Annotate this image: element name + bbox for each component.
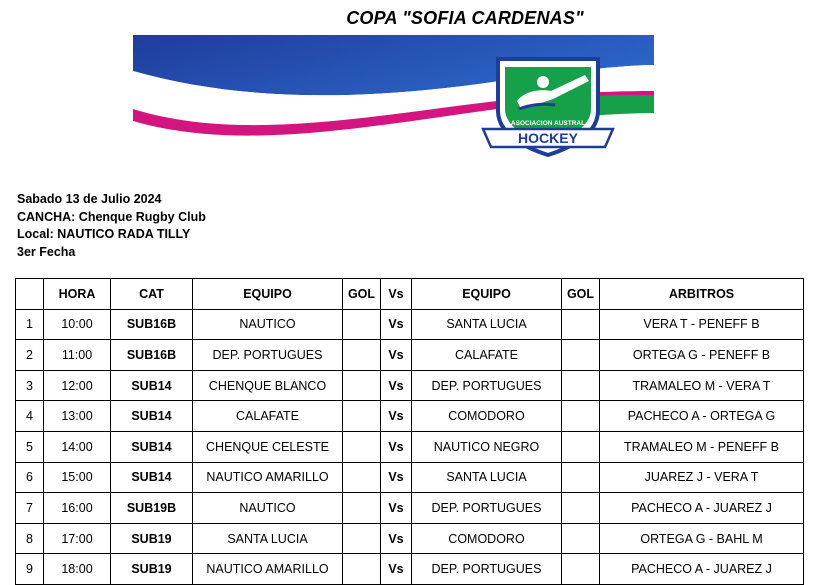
equipo-visitante-cell: DEP. PORTUGUES [412, 554, 562, 585]
match-field: CANCHA: Chenque Rugby Club [17, 209, 206, 224]
vs-cell: Vs [381, 462, 412, 493]
gol-local-cell [343, 493, 381, 524]
arbitros-cell: TRAMALEO M - VERA T [600, 370, 804, 401]
equipo-visitante-cell: COMODORO [412, 523, 562, 554]
header-gol-local: GOL [343, 279, 381, 310]
gol-visitante-cell [562, 554, 600, 585]
vs-cell: Vs [381, 340, 412, 371]
table-row [16, 340, 804, 371]
fixture-body [16, 309, 804, 584]
match-number: 8 [16, 523, 44, 554]
table-header-row [16, 279, 804, 310]
logo-line1: ASOCIACION AUSTRAL [510, 120, 586, 127]
cat-cell: SUB19 [111, 554, 193, 585]
cat-cell: SUB19B [111, 493, 193, 524]
match-local: Local: NAUTICO RADA TILLY [17, 227, 191, 241]
match-number: 4 [16, 401, 44, 432]
equipo-local-cell: NAUTICO AMARILLO [193, 462, 343, 493]
equipo-visitante-cell: CALAFATE [412, 340, 562, 371]
equipo-visitante-cell: SANTA LUCIA [412, 462, 562, 493]
match-number: 7 [16, 493, 44, 524]
hora-cell: 15:00 [44, 462, 111, 493]
equipo-visitante-cell: DEP. PORTUGUES [412, 370, 562, 401]
arbitros-cell: TRAMALEO M - PENEFF B [600, 431, 804, 462]
gol-local-cell [343, 370, 381, 401]
match-info [17, 191, 206, 261]
vs-cell: Vs [381, 554, 412, 585]
equipo-visitante-cell: SANTA LUCIA [412, 309, 562, 340]
match-date: Sabado 13 de Julio 2024 [17, 192, 162, 206]
fixture-table [15, 278, 804, 585]
equipo-local-cell: CHENQUE BLANCO [193, 370, 343, 401]
association-banner [133, 35, 654, 161]
match-round: 3er Fecha [17, 244, 76, 259]
cat-cell: SUB14 [111, 370, 193, 401]
arbitros-cell: VERA T - PENEFF B [600, 309, 804, 340]
header-equipo-visitante: EQUIPO [412, 279, 562, 310]
vs-cell: Vs [381, 493, 412, 524]
cat-cell: SUB16B [111, 309, 193, 340]
vs-cell: Vs [381, 370, 412, 401]
arbitros-cell: JUAREZ J - VERA T [600, 462, 804, 493]
match-number: 6 [16, 462, 44, 493]
cat-cell: SUB14 [111, 462, 193, 493]
gol-visitante-cell [562, 340, 600, 371]
gol-visitante-cell [562, 493, 600, 524]
hora-cell: 16:00 [44, 493, 111, 524]
equipo-local-cell: SANTA LUCIA [193, 523, 343, 554]
table-row [16, 370, 804, 401]
hora-cell: 10:00 [44, 309, 111, 340]
table-row [16, 401, 804, 432]
gol-local-cell [343, 462, 381, 493]
equipo-visitante-cell: NAUTICO NEGRO [412, 431, 562, 462]
equipo-local-cell: DEP. PORTUGUES [193, 340, 343, 371]
arbitros-cell: PACHECO A - JUAREZ J [600, 554, 804, 585]
arbitros-cell: ORTEGA G - BAHL M [600, 523, 804, 554]
table-row [16, 309, 804, 340]
arbitros-cell: ORTEGA G - PENEFF B [600, 340, 804, 371]
logo-line2: HOCKEY [518, 130, 578, 146]
hora-cell: 17:00 [44, 523, 111, 554]
equipo-local-cell: CHENQUE CELESTE [193, 431, 343, 462]
match-number: 5 [16, 431, 44, 462]
header-equipo-local: EQUIPO [193, 279, 343, 310]
hora-cell: 11:00 [44, 340, 111, 371]
equipo-local-cell: NAUTICO [193, 493, 343, 524]
gol-visitante-cell [562, 523, 600, 554]
hora-cell: 12:00 [44, 370, 111, 401]
gol-local-cell [343, 523, 381, 554]
hora-cell: 18:00 [44, 554, 111, 585]
gol-visitante-cell [562, 309, 600, 340]
equipo-local-cell: NAUTICO AMARILLO [193, 554, 343, 585]
gol-visitante-cell [562, 370, 600, 401]
table-row [16, 554, 804, 585]
gol-visitante-cell [562, 462, 600, 493]
equipo-visitante-cell: COMODORO [412, 401, 562, 432]
table-row [16, 431, 804, 462]
header-hora: HORA [44, 279, 111, 310]
header-gol-visitante: GOL [562, 279, 600, 310]
gol-local-cell [343, 340, 381, 371]
table-row [16, 462, 804, 493]
arbitros-cell: PACHECO A - JUAREZ J [600, 493, 804, 524]
equipo-local-cell: CALAFATE [193, 401, 343, 432]
vs-cell: Vs [381, 309, 412, 340]
gol-local-cell [343, 554, 381, 585]
match-number: 9 [16, 554, 44, 585]
gol-local-cell [343, 431, 381, 462]
vs-cell: Vs [381, 523, 412, 554]
cat-cell: SUB14 [111, 401, 193, 432]
gol-local-cell [343, 309, 381, 340]
cat-cell: SUB19 [111, 523, 193, 554]
table-row [16, 493, 804, 524]
header-cat: CAT [111, 279, 193, 310]
equipo-visitante-cell: DEP. PORTUGUES [412, 493, 562, 524]
match-number: 1 [16, 309, 44, 340]
equipo-local-cell: NAUTICO [193, 309, 343, 340]
vs-cell: Vs [381, 401, 412, 432]
header-number [16, 279, 44, 310]
document-title: COPA "SOFIA CARDENAS" [346, 8, 584, 28]
table-row [16, 523, 804, 554]
header-vs: Vs [381, 279, 412, 310]
arbitros-cell: PACHECO A - ORTEGA G [600, 401, 804, 432]
gol-visitante-cell [562, 401, 600, 432]
gol-visitante-cell [562, 431, 600, 462]
match-number: 3 [16, 370, 44, 401]
hora-cell: 14:00 [44, 431, 111, 462]
header-arbitros: ARBITROS [600, 279, 804, 310]
match-number: 2 [16, 340, 44, 371]
gol-local-cell [343, 401, 381, 432]
vs-cell: Vs [381, 431, 412, 462]
cat-cell: SUB16B [111, 340, 193, 371]
cat-cell: SUB14 [111, 431, 193, 462]
hora-cell: 13:00 [44, 401, 111, 432]
